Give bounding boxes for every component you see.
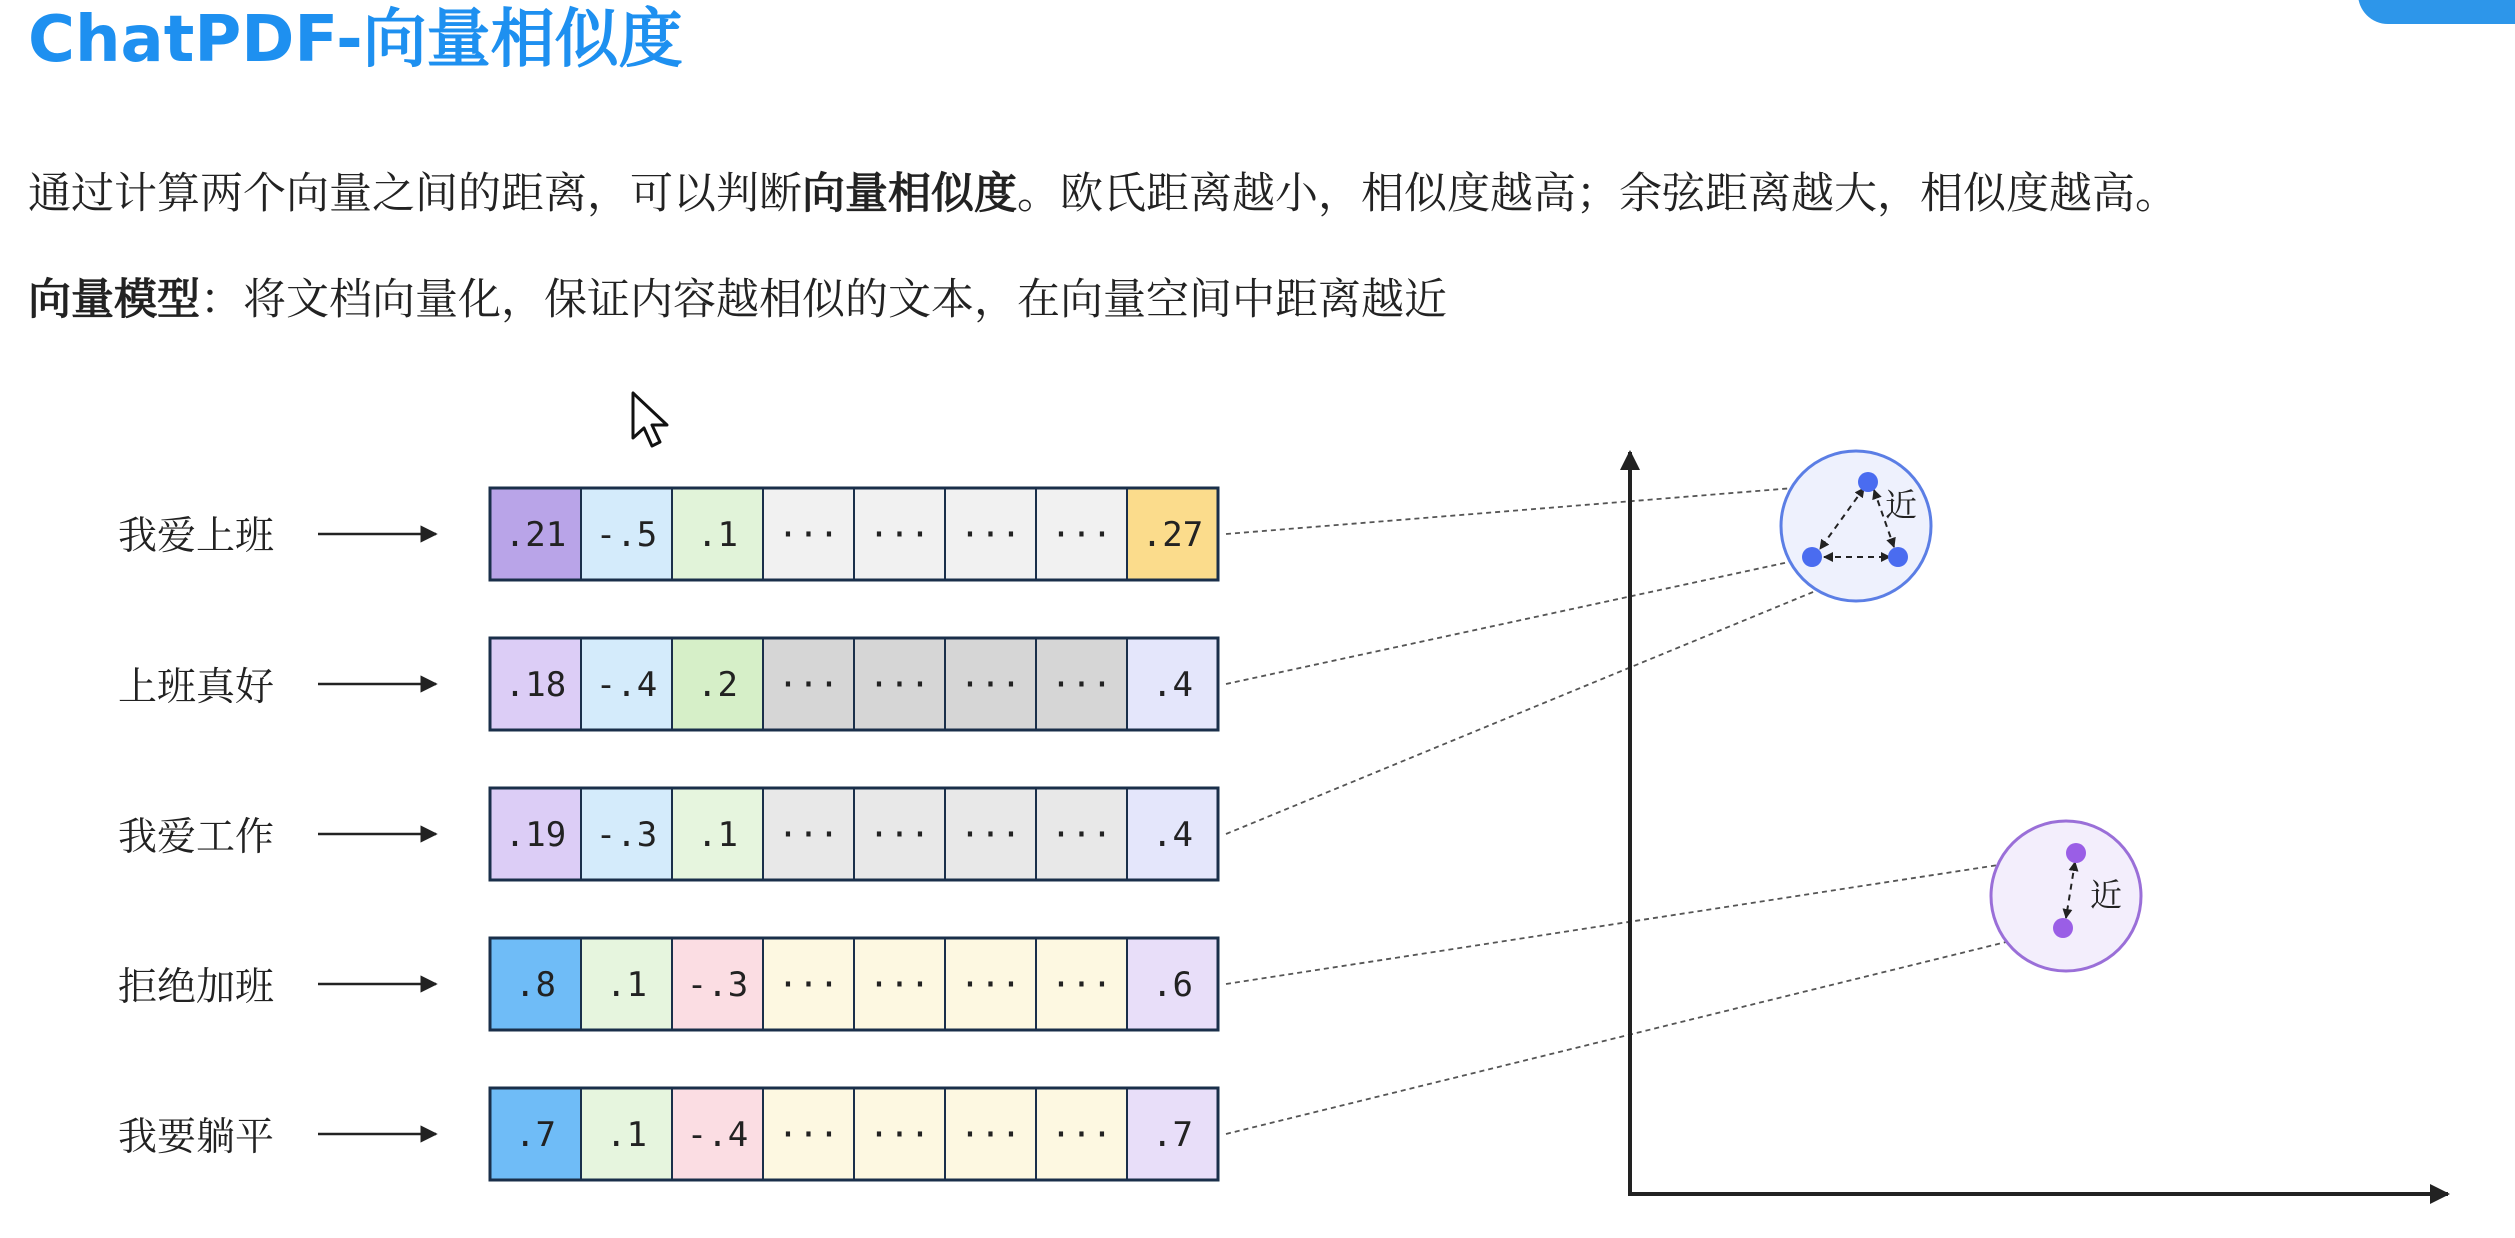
projection-lines [1226, 482, 2076, 1134]
row-label: 上班真好 [118, 665, 275, 710]
vector-cell-value: ··· [868, 1115, 931, 1155]
vector-cell-value: .7 [515, 1115, 556, 1155]
vector-cell-value: .8 [515, 965, 556, 1005]
vector-cell-value: .19 [504, 815, 567, 855]
vector-cell-value: ··· [959, 1115, 1022, 1155]
near-label: 近 [1885, 486, 1918, 524]
vector-point [2053, 918, 2073, 938]
vector-cell-value: ··· [777, 1115, 840, 1155]
vector-cell-value: ··· [777, 665, 840, 705]
vector-cell-value: ··· [868, 815, 931, 855]
vector-cell-value: .1 [697, 815, 738, 855]
vector-cell-value: -.4 [686, 1115, 749, 1155]
vector-cell-value: -.3 [595, 815, 658, 855]
vector-cell-value: .1 [697, 515, 738, 555]
projection-line [1226, 557, 1812, 684]
row-label: 我爱上班 [118, 514, 275, 559]
vector-cell-value: -.4 [595, 665, 658, 705]
vector-cell-value: ··· [777, 515, 840, 555]
vector-cell-value: .27 [1141, 515, 1204, 555]
vector-cell-value: .21 [504, 515, 567, 555]
vector-row [490, 938, 1218, 1030]
vector-point [1858, 472, 1878, 492]
vector-cell-value: -.3 [686, 965, 749, 1005]
vector-cell-value: ··· [1050, 515, 1113, 555]
vector-cell-value: ··· [777, 965, 840, 1005]
vector-cell-value: ··· [959, 815, 1022, 855]
vector-cell-value: ··· [868, 965, 931, 1005]
projection-line [1226, 482, 1868, 534]
vector-cell-value: .18 [504, 665, 567, 705]
projection-line [1226, 928, 2063, 1134]
vector-row [490, 1088, 1218, 1180]
coordinate-axes [1628, 452, 2448, 1196]
vector-cell-value: ··· [868, 665, 931, 705]
vector-row [490, 638, 1218, 730]
intro-text-start: 通过计算两个向量之间的距离，可以判断 [28, 169, 802, 219]
vector-point [1802, 547, 1822, 567]
vector-cell-value: ··· [777, 815, 840, 855]
vector-row [490, 488, 1218, 580]
near-label: 近 [2090, 876, 2123, 914]
vector-cell-value: .1 [606, 1115, 647, 1155]
row-arrows [318, 534, 436, 1134]
vector-cell-value: .2 [697, 665, 738, 705]
row-label: 我爱工作 [118, 815, 275, 860]
intro-text-end: 。欧氏距离越小，相似度越高；余弦距离越大，相似度越高。 [1017, 169, 2178, 219]
vector-row [490, 788, 1218, 880]
vector-cell-value: -.5 [595, 515, 658, 555]
intro-text-bold: 向量相似度 [802, 169, 1017, 219]
vector-cell-value: ··· [959, 665, 1022, 705]
vector-cell-value: ··· [1050, 665, 1113, 705]
vector-cell-value: ··· [959, 515, 1022, 555]
vector-cell-value: ··· [1050, 815, 1113, 855]
row-label: 拒绝加班 [118, 965, 275, 1010]
vector-cell-value: .1 [606, 965, 647, 1005]
page-title: ChatPDF-向量相似度 [28, 3, 683, 77]
vector-point [2066, 843, 2086, 863]
vector-cell-value: .4 [1152, 665, 1193, 705]
vector-cell-value: .4 [1152, 815, 1193, 855]
vector-rows [490, 488, 1218, 1180]
model-text-bold: 向量模型 [28, 275, 200, 325]
cluster-upper [1781, 451, 1931, 601]
row-label: 我要躺平 [118, 1115, 275, 1160]
vector-point [1888, 547, 1908, 567]
vector-cell-value: ··· [959, 965, 1022, 1005]
vector-cell-value: .7 [1152, 1115, 1193, 1155]
mouse-cursor-icon [630, 390, 672, 450]
vector-cell-value: ··· [868, 515, 931, 555]
cluster-lower [1991, 821, 2141, 971]
projection-line [1226, 853, 2076, 984]
vector-cell-value: ··· [1050, 1115, 1113, 1155]
vector-cell-value: .6 [1152, 965, 1193, 1005]
model-text-rest: ：将文档向量化，保证内容越相似的文本，在向量空间中距离越近 [200, 275, 1447, 325]
projection-line [1226, 557, 1898, 834]
cluster-upper-circle [1781, 451, 1931, 601]
vector-cell-value: ··· [1050, 965, 1113, 1005]
